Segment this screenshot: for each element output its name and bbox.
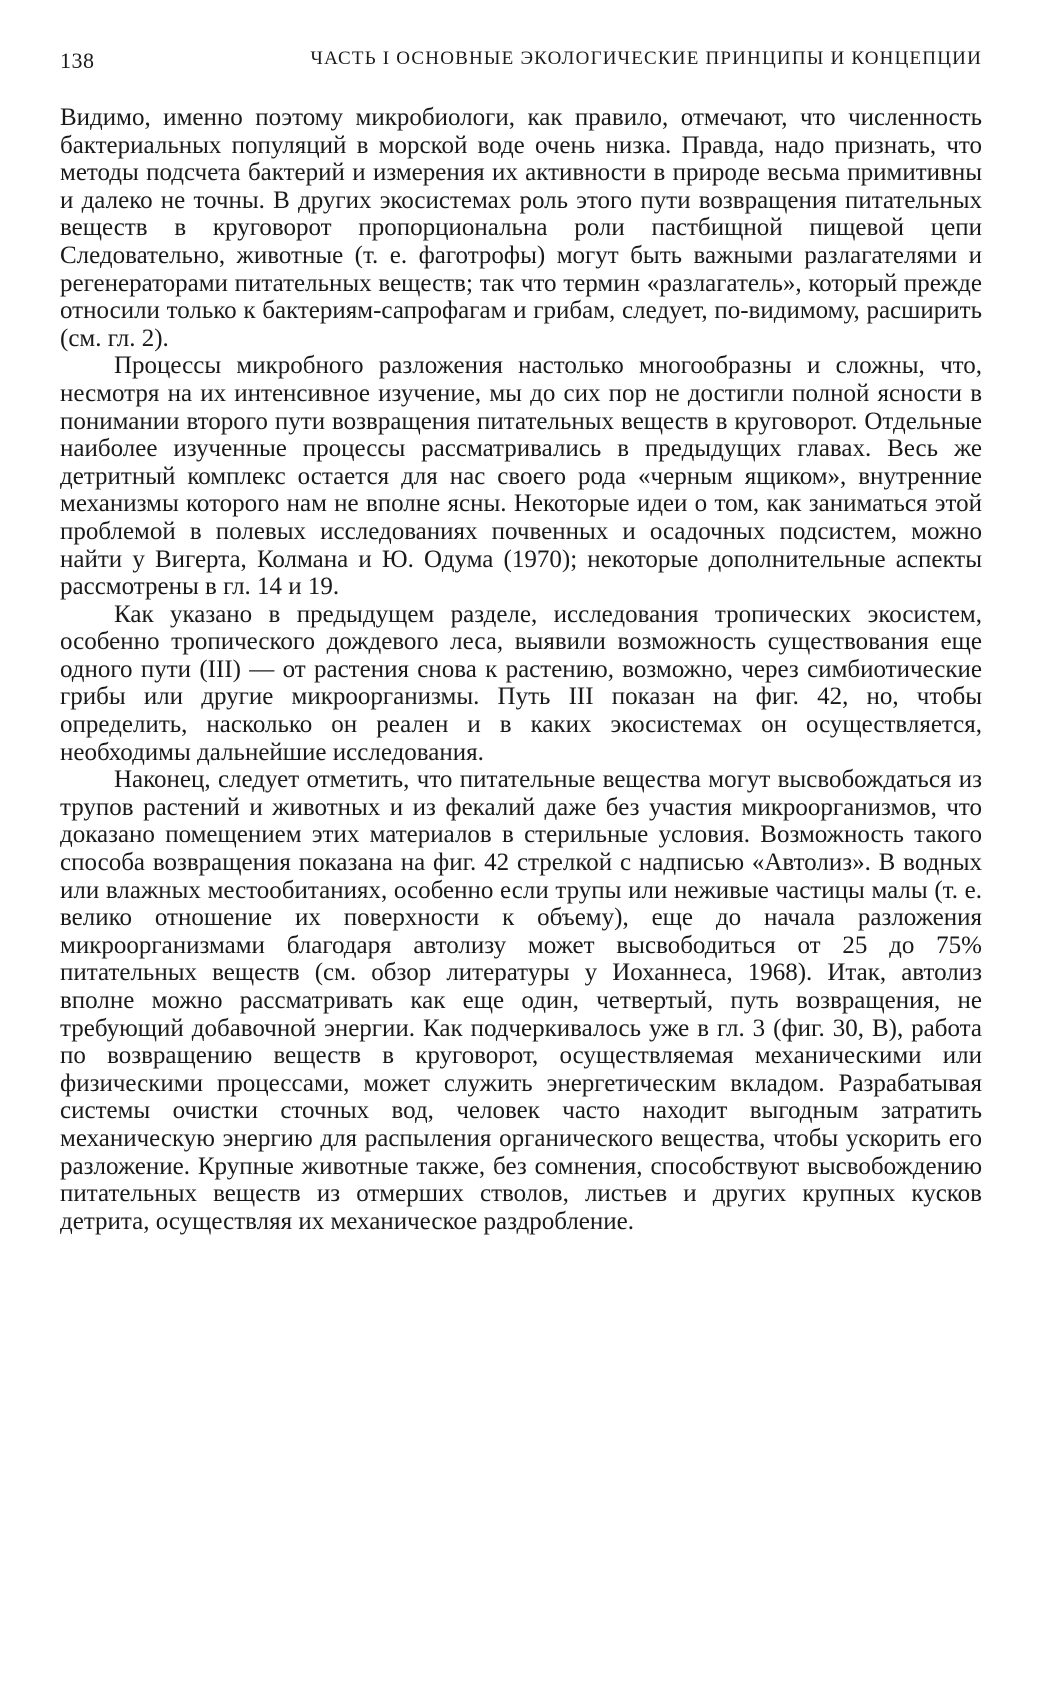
paragraph-2: Процессы микробного разложения настолько многообразны и сложны, что, несмотря на их интенсивное изучение, мы до сих пор не достигли полной ясности в понимании второго пути возвращения питательных веществ в круговорот. Отдельные наиболее изученные процессы рассматривались в предыдущих главах. Весь же детритный комплекс остается для нас своего рода «черным ящиком», внутренние механизмы которого нам не вполне ясны. Некоторые идеи о том, как заниматься этой проблемой в полевых исследованиях почвенных и осадочных подсистем, можно найти у Вигерта, Колмана и Ю. Одума (1970); некоторые дополнительные аспекты рассмотрены в гл. 14 и 19.: [60, 352, 982, 601]
paragraph-3: Как указано в предыдущем разделе, исследования тропических экосистем, особенно тропического дождевого леса, выявили возможность существования еще одного пути (III) — от растения снова к растению, возможно, через симбиотические грибы или другие микроорганизмы. Путь III показан на фиг. 42, но, чтобы определить, насколько он реален и в каких экосистемах он осуществляется, необходимы дальнейшие исследования.: [60, 600, 982, 766]
paragraph-4: Наконец, следует отметить, что питательные вещества могут высвобождаться из трупов растений и животных и из фекалий даже без участия микроорганизмов, что доказано помещением этих материалов в стерильные условия. Возможность такого способа возвращения показана на фиг. 42 стрелкой с надписью «Автолиз». В водных или влажных местообитаниях, особенно если трупы или неживые частицы малы (т. е. велико отношение их поверхности к объему), еще до начала разложения микроорганизмами благодаря автолизу может высвободиться от 25 до 75% питательных веществ (см. обзор литературы у Иоханнеса, 1968). Итак, автолиз вполне можно рассматривать как еще один, четвертый, путь возвращения, не требующий добавочной энергии. Как подчеркивалось уже в гл. 3 (фиг. 30, В), работа по возвращению веществ в круговорот, осуществляемая механическими или физическими процессами, может служить энергетическим вкладом. Разрабатывая системы очистки сточных вод, человек часто находит выгодным затратить механическую энергию для распыления органического вещества, чтобы ускорить его разложение. Крупные животные также, без сомнения, способствуют высвобождению питательных веществ из отмерших стволов, листьев и других крупных кусков детрита, осуществляя их механическое раздробление.: [60, 766, 982, 1235]
body-text: [60, 104, 982, 1235]
running-head: [60, 40, 982, 80]
page-number: 138: [60, 48, 95, 73]
paragraph-1: Видимо, именно поэтому микробиологи, как правило, отмечают, что численность бактериальных популяций в морской воде очень низка. Правда, надо признать, что методы подсчета бактерий и измерения их активности в природе весьма примитивны и далеко не точны. В других экосистемах роль этого пути возвращения питательных веществ в круговорот пропорциональна роли пастбищной пищевой цепи Следовательно, животные (т. е. фаготрофы) могут быть важными разлагателями и регенераторами питательных веществ; так что термин «разлагатель», который прежде относили только к бактериям-сапрофагам и грибам, следует, по-видимому, расширить (см. гл. 2).: [60, 104, 982, 352]
book-page: [60, 40, 982, 1235]
chapter-title: ЧАСТЬ I ОСНОВНЫЕ ЭКОЛОГИЧЕСКИЕ ПРИНЦИПЫ И КОНЦЕПЦИИ: [310, 48, 982, 69]
